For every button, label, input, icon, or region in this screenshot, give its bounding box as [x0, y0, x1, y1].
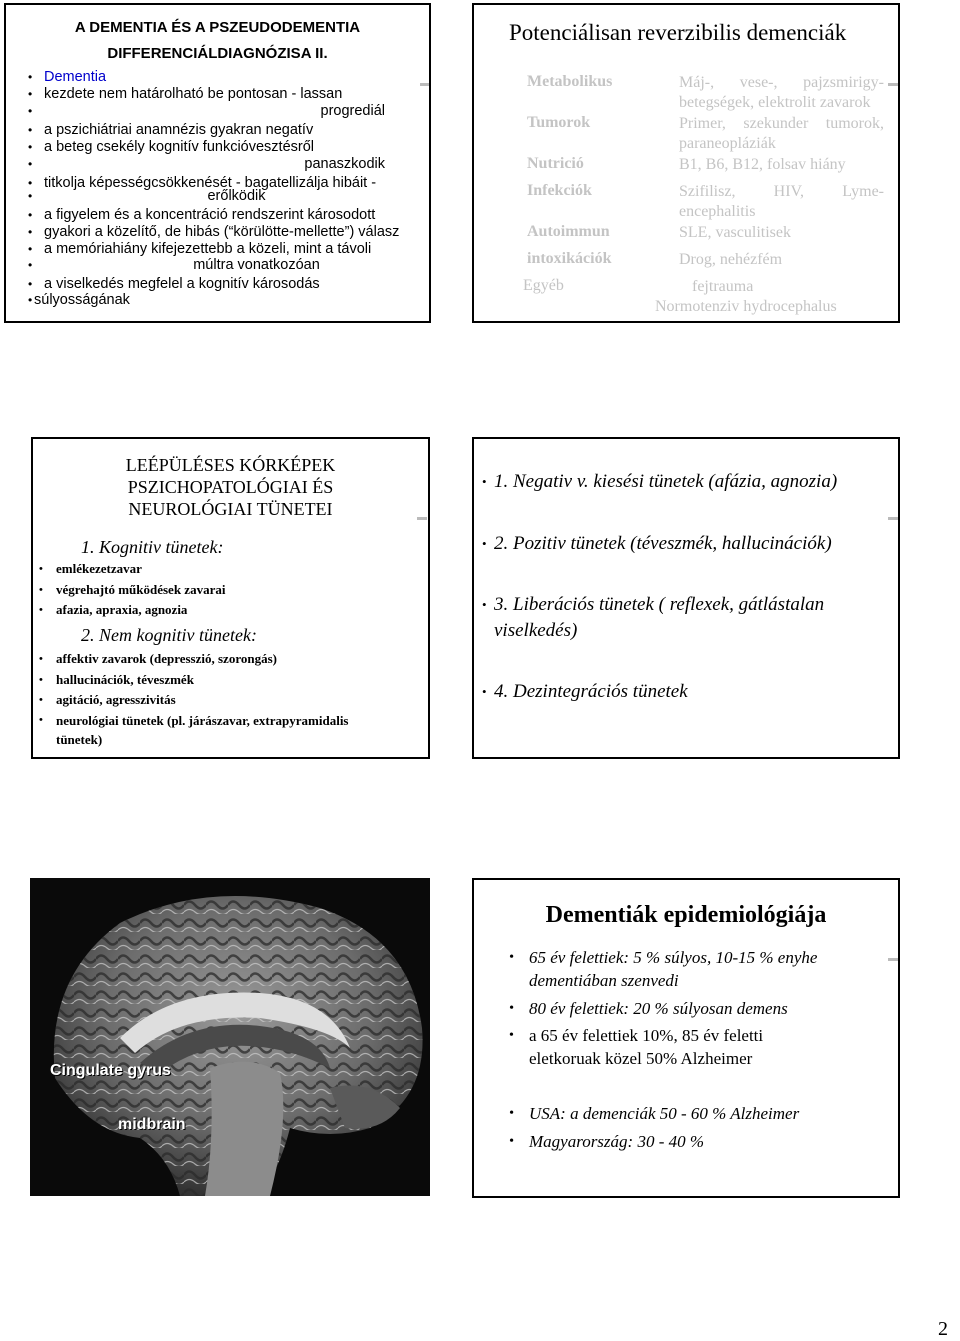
list-item: • agitáció, agresszivitás [33, 690, 428, 711]
item-cont: • erőlködik [207, 188, 266, 204]
item-text: gyakori a közelítő, de hibás (“körülötte-mellette”) válasz [44, 224, 400, 240]
list-item [6, 139, 429, 156]
row-value: B1, B6, B12, folsav hiány [679, 156, 846, 173]
slide-title: Potenciálisan reverzibilis demenciák [509, 20, 847, 45]
heading-line1: LEÉPÜLÉSES KÓRKÉPEK [125, 455, 336, 475]
list-item-cont [6, 103, 429, 122]
list-item: • a 65 év felettiek 10%, 85 év feletti eletkoruak közel 50% Alzheimer [509, 1024, 829, 1070]
row-label: Autoimmun [527, 223, 610, 240]
dementia-heading: Dementia [44, 69, 107, 85]
heading-line2: PSZICHOPATOLÓGIAI ÉS [127, 477, 334, 497]
list-item: • 1. Negativ v. kiesési tünetek (afázia, agnozia) [482, 471, 838, 492]
item-text: a memóriahiány kifejezettebb a közeli, mint a távoli [44, 241, 372, 257]
cingulate-gyrus-label: Cingulate gyrus [50, 1062, 171, 1079]
brain-illustration [30, 878, 430, 1196]
cognitive-list [33, 559, 428, 621]
row-value: Primer, szekunder tumorok, paraneopláziák [679, 115, 884, 152]
slide-marker [417, 517, 427, 520]
list-item [6, 86, 429, 103]
list-item: • 80 év felettiek: 20 % súlyosan demens [509, 997, 889, 1020]
list-item-cont [6, 156, 429, 175]
item-text: a beteg csekély kognitív funkcióvesztésről [44, 139, 314, 155]
item-text: a viselkedés megfelel a kognitív károsodás [44, 276, 320, 292]
list-item: • neurológiai tünetek (pl. járászavar, extrapyramidalis tünetek) [33, 711, 391, 749]
list-item [6, 224, 429, 241]
slide-marker [420, 83, 430, 86]
slide-reversible-dementias [472, 3, 900, 323]
list-item-cont [6, 188, 429, 207]
slide-marker [888, 958, 898, 961]
midbrain-label: midbrain [118, 1116, 186, 1133]
item-cont: • múltra vonatkozóan [193, 257, 320, 273]
list-item: • 4. Dezintegrációs tünetek [482, 681, 688, 702]
item-text: kezdete nem határolható be pontosan - lassan [44, 86, 343, 102]
group-title-cognitive: 1. Kognitiv tünetek: [81, 537, 224, 557]
list-item: • hallucinációk, téveszmék [33, 670, 428, 691]
list-item-cont [6, 292, 429, 309]
list-item [6, 241, 429, 257]
brain-section-image [30, 878, 430, 1196]
row-value: Normotenziv hydrocephalus [655, 298, 837, 315]
list-item: • 3. Liberációs tünetek ( reflexek, gátlástalan viselkedés) [482, 594, 825, 641]
list-item: • affektiv zavarok (depresszió, szorongás) [33, 649, 428, 670]
slide-dementia-differential [4, 3, 431, 323]
item-text: titkolja képességcsökkenését - bagatellizálja hibáit - [44, 175, 377, 191]
list-item [6, 69, 429, 86]
item-text: a pszichiátriai anamnézis gyakran negatív [44, 122, 314, 138]
list-item: • afazia, apraxia, agnozia [33, 600, 428, 621]
list-item: • 2. Pozitiv tünetek (téveszmék, hallucinációk) [482, 533, 832, 554]
list-item-cont [6, 257, 429, 276]
slide-psychopathology [31, 437, 430, 759]
list-item [6, 122, 429, 139]
item-text: a figyelem és a koncentráció rendszerint károsodott [44, 207, 376, 223]
list-item: • 65 év felettiek: 5 % súlyos, 10-15 % enyhe dementiában szenvedi [509, 946, 889, 992]
slide-title-line1: A DEMENTIA ÉS A PSZEUDODEMENTIA [74, 19, 361, 36]
row-label: Egyéb [523, 277, 564, 294]
list-item [6, 276, 429, 292]
list-item [6, 207, 429, 224]
row-label: Nutrició [527, 155, 584, 172]
list-item: • emlékezetzavar [33, 559, 428, 580]
row-value: Drog, nehézfém [679, 251, 783, 268]
slide-marker [888, 83, 898, 86]
group-title-noncognitive: 2. Nem kognitiv tünetek: [81, 625, 257, 645]
slide-title-line2: DIFFERENCIÁLDIAGNÓZISA II. [107, 45, 328, 62]
noncognitive-list [33, 649, 428, 749]
row-label: Infekciók [527, 182, 592, 199]
list-item: • Magyarország: 30 - 40 % [509, 1130, 889, 1153]
row-label: intoxikációk [527, 250, 612, 267]
heading-line3: NEUROLÓGIAI TÜNETEI [128, 499, 333, 519]
slide-epidemiology [472, 878, 900, 1198]
row-label: Tumorok [527, 114, 591, 131]
item-cont: • progrediál [320, 103, 385, 119]
row-value: SLE, vasculitisek [679, 224, 791, 241]
row-label: Metabolikus [527, 73, 613, 90]
slide-title: Dementiák epidemiológiája [545, 902, 827, 928]
slide-symptom-types [472, 437, 900, 759]
list-item: • végrehajtó működések zavarai [33, 580, 428, 601]
item-cont: súlyosságának [34, 292, 130, 308]
row-value: Máj-, vese-, pajzsmirigy-betegségek, elektrolit zavarok [679, 74, 884, 111]
item-cont: • panaszkodik [304, 156, 385, 172]
list-item [6, 175, 429, 191]
list-item: • USA: a demenciák 50 - 60 % Alzheimer [509, 1102, 889, 1125]
row-value: Szifilisz, HIV, Lyme-encephalitis [679, 183, 884, 220]
row-value: fejtrauma [692, 278, 754, 295]
page-number: 2 [938, 1318, 948, 1340]
bullet-list [6, 69, 429, 309]
slide-marker [888, 517, 898, 520]
